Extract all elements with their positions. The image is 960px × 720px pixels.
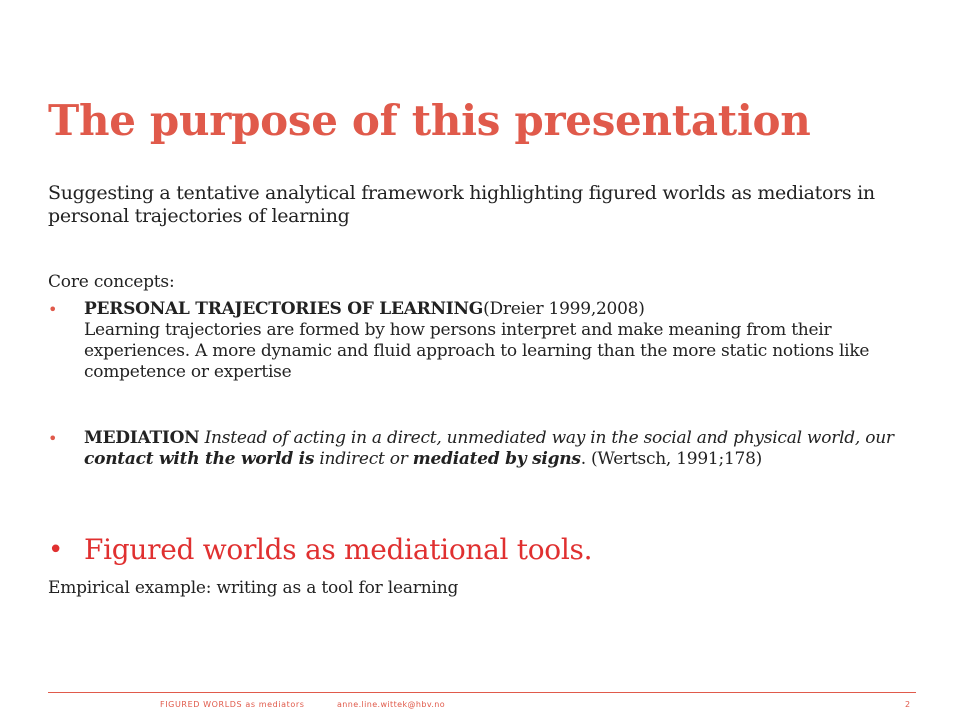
bullet-text: Learning trajectories are formed by how persons interpret and make meaning from their experiences. A more dynamic and fluid approach to learning than the more static notions like competence or expertise [84, 320, 870, 382]
core-concepts-label: Core concepts: [48, 272, 175, 292]
empirical-example-text: Empirical example: writing as a tool for learning [48, 578, 459, 598]
footer-title: FIGURED WORLDS as mediators [160, 700, 305, 709]
mediation-italic-1: Instead of acting in a direct, unmediated way in the social and physical world, our [204, 428, 894, 448]
mediation-bold-1: contact with the world is [84, 449, 315, 469]
slide-title: The purpose of this presentation [48, 96, 811, 145]
intro-text: Suggesting a tentative analytical framework highlighting figured worlds as mediators in personal trajectories of learning [48, 182, 875, 227]
bullet-heading: PERSONAL TRAJECTORIES OF LEARNING [84, 299, 484, 319]
footer-email: anne.line.wittek@hbv.no [337, 700, 446, 709]
bullet-dot-icon: • [48, 535, 64, 565]
mediation-bold-2: mediated by signs [412, 449, 581, 469]
bullet-content [84, 299, 923, 383]
bullet-content [84, 428, 923, 470]
bullet-heading: MEDIATION [84, 428, 200, 448]
bullet-dot-icon: • [48, 300, 58, 319]
footer-divider [48, 692, 916, 693]
bullet-personal-trajectories [48, 299, 923, 383]
highlight-text: Figured worlds as mediational tools. [84, 533, 593, 566]
page-number: 2 [905, 700, 911, 709]
bullet-mediation [48, 428, 923, 470]
mediation-citation: . (Wertsch, 1991;178) [580, 449, 763, 469]
highlight-bullet [48, 530, 592, 570]
bullet-dot-icon: • [48, 429, 58, 448]
bullet-citation: (Dreier 1999,2008) [483, 299, 645, 319]
mediation-italic-2: indirect or [319, 449, 408, 469]
